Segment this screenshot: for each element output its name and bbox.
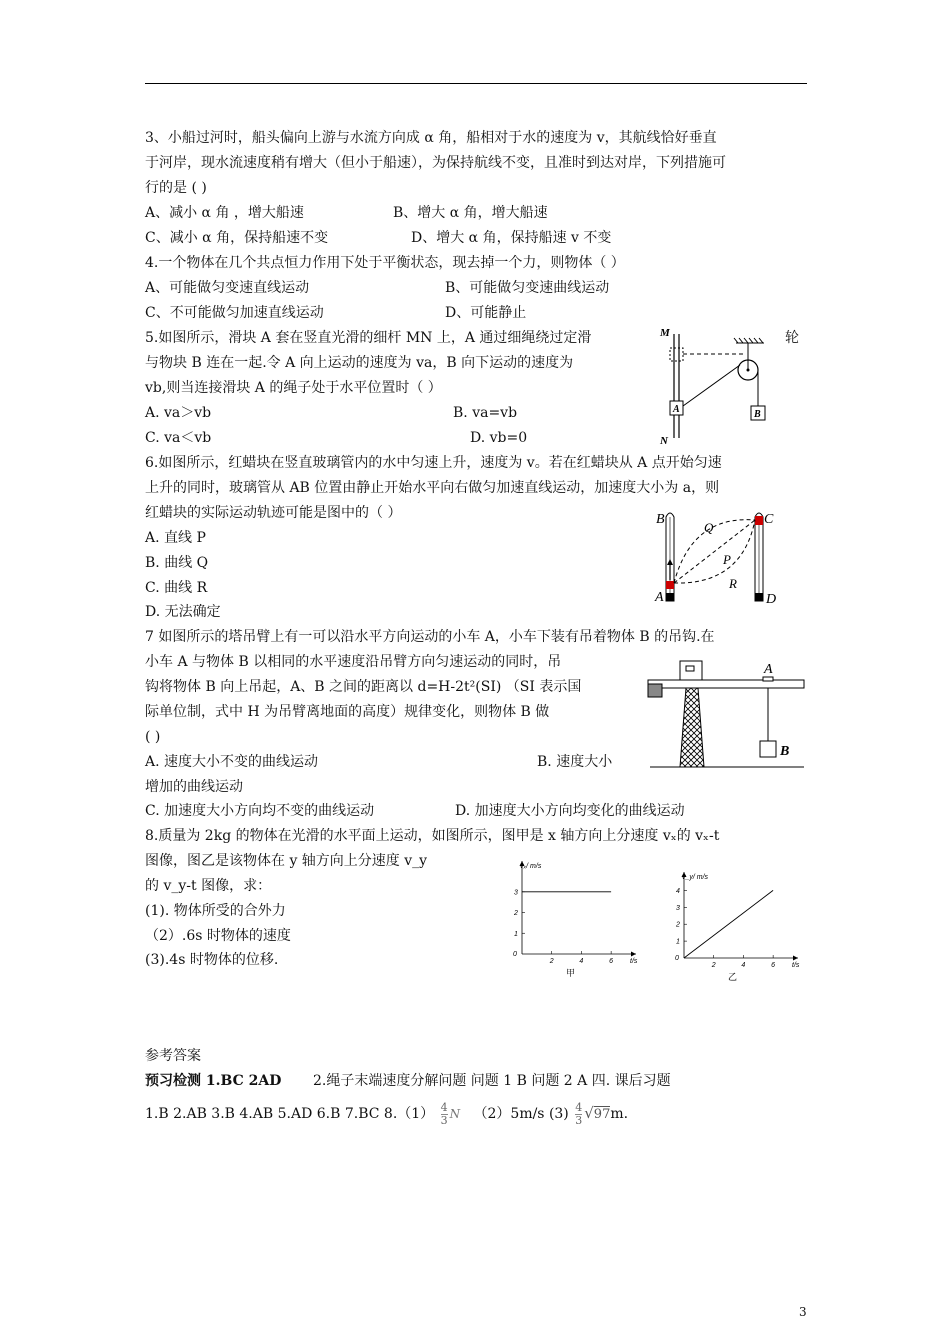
answers-line2-c: m. xyxy=(610,1106,629,1122)
x-tick-label: 6 xyxy=(609,958,614,965)
q6-option-b: B. 曲线 Q xyxy=(145,555,209,571)
crane-arm xyxy=(648,680,804,688)
x-axis-arrow xyxy=(631,952,636,957)
y-tick-label: 3 xyxy=(676,904,680,912)
x-axis-label: t/s xyxy=(792,962,800,969)
y-axis-label: vₓ/ m/s xyxy=(520,863,542,870)
load-label: B xyxy=(780,744,790,759)
x-axis-arrow xyxy=(793,956,798,961)
origin-label: 0 xyxy=(675,955,679,962)
q5-line1: 5.如图所示，滑块 A 套在竖直光滑的细杆 MN 上，A 通过细绳绕过定滑 xyxy=(145,330,592,346)
fraction-displacement xyxy=(575,1102,582,1127)
q5-option-a: A. va＞vb xyxy=(145,405,212,421)
fraction-force-den: 3 xyxy=(440,1113,448,1127)
q8-sub1: (1). 物体所受的合外力 xyxy=(145,903,286,919)
q5-line1-tail: 轮 xyxy=(785,330,799,346)
q4-option-d: D、可能静止 xyxy=(445,305,527,321)
x-tick-label: 2 xyxy=(711,962,716,969)
y-tick-label: 1 xyxy=(514,930,518,938)
q5-option-d: D. vb=0 xyxy=(470,430,528,446)
sqrt-radicand: 97 xyxy=(593,1107,611,1122)
header-rule xyxy=(145,83,807,84)
answers-line2 xyxy=(145,1101,628,1127)
fraction-displacement-num: 4 xyxy=(575,1100,583,1114)
block-a-label: A xyxy=(673,404,680,415)
q8-sub3: (3).4s 时物体的位移. xyxy=(145,952,279,968)
block-a-upper-dashed xyxy=(670,348,683,361)
label-n: N xyxy=(660,435,668,447)
q7-line4: 际单位制，式中 H 为吊臂离地面的高度）规律变化，则物体 B 做 xyxy=(145,704,550,720)
trolley-a xyxy=(763,677,773,681)
x-axis-label: t/s xyxy=(630,958,638,965)
q3-line3: 行的是 ( ) xyxy=(145,180,207,196)
q8-line2: 图像，图乙是该物体在 y 轴方向上分速度 v_y xyxy=(145,853,428,869)
q6-line2: 上升的同时，玻璃管从 AB 位置由静止开始水平向右做匀加速直线运动，加速度大小为 a，则 xyxy=(145,480,720,496)
wax-block-start xyxy=(666,581,674,589)
q7-option-b-end: 增加的曲线运动 xyxy=(145,779,243,795)
answers-line1-rest: 2.绳子末端速度分解问题 问题 1 B 问题 2 A 四. 课后习题 xyxy=(313,1073,671,1089)
q6-line3: 红蜡块的实际运动轨迹可能是图中的（ ） xyxy=(145,505,402,521)
x-tick-label: 6 xyxy=(771,962,776,969)
q7-option-d: D. 加速度大小方向均变化的曲线运动 xyxy=(455,803,685,819)
trolley-label: A xyxy=(764,662,773,677)
page-number: 3 xyxy=(799,1305,807,1319)
label-c: C xyxy=(764,512,774,527)
q5-option-c: C. va＜vb xyxy=(145,430,212,446)
pulley-axle xyxy=(747,369,750,372)
load-b xyxy=(760,741,776,757)
x-tick-label: 4 xyxy=(579,958,584,965)
chart-vy-t xyxy=(660,866,810,984)
q4-option-a: A、可能做匀变速直线运动 xyxy=(145,280,310,296)
wax-block-end xyxy=(755,516,763,525)
velocity-arrowhead xyxy=(667,559,673,565)
label-r: R xyxy=(729,576,737,591)
block-b-label: B xyxy=(754,409,761,420)
q7-option-a: A. 速度大小不变的曲线运动 xyxy=(145,754,319,770)
chart-title: 甲 xyxy=(566,969,576,979)
q4-option-c: C、不可能做匀加速直线运动 xyxy=(145,305,324,321)
q5-line3: vb,则当连接滑块 A 的绳子处于水平位置时（ ） xyxy=(145,380,442,396)
q6-line1: 6.如图所示，红蜡块在竖直玻璃管内的水中匀速上升，速度为 v。若在红蜡块从 A 点开始匀速 xyxy=(145,455,722,471)
fraction-displacement-den: 3 xyxy=(575,1113,583,1127)
chart-vx-t xyxy=(498,855,648,980)
label-b: B xyxy=(656,512,665,527)
q8-line3: 的 v_y-t 图像，求： xyxy=(145,878,272,894)
q6-option-a: A. 直线 P xyxy=(145,530,206,546)
q7-line3: 钩将物体 B 向上吊起，A、B 之间的距离以 d=H-2t²(SI) （SI 表示国 xyxy=(145,679,582,695)
q3-option-a: A、减小 α 角 ，增大船速 xyxy=(145,205,304,221)
counterweight xyxy=(648,684,662,697)
ceiling-hatch xyxy=(734,338,763,343)
answers-preview-check: 预习检测 1.BC 2AD xyxy=(145,1073,282,1089)
answers-line2-b: （2）5m/s (3) xyxy=(473,1106,569,1122)
label-q: Q xyxy=(704,520,714,535)
q6-tube-figure xyxy=(652,505,787,607)
q7-line2: 小车 A 与物体 B 以相同的水平速度沿吊臂方向匀速运动的同时，吊 xyxy=(145,654,562,670)
q3-option-b: B、增大 α 角，增大船速 xyxy=(393,205,548,221)
q3-option-c: C、减小 α 角，保持船速不变 xyxy=(145,230,329,246)
origin-label: 0 xyxy=(513,951,517,958)
label-d: D xyxy=(766,592,777,607)
series-line-vy xyxy=(684,890,773,958)
y-tick-label: 1 xyxy=(676,938,680,946)
fraction-force xyxy=(441,1102,448,1127)
y-tick-label: 4 xyxy=(676,887,680,895)
tube-right-base xyxy=(755,593,763,601)
q3-line2: 于河岸，现水流速度稍有增大（但小于船速），为保持航线不变，且准时到达对岸，下列措施可 xyxy=(145,155,726,171)
x-tick-label: 2 xyxy=(549,958,554,965)
y-tick-label: 2 xyxy=(514,910,518,917)
y-axis-label: v_y/ m/s xyxy=(682,874,709,881)
q4-option-b: B、可能做匀变速曲线运动 xyxy=(445,280,610,296)
fraction-force-num: 4 xyxy=(440,1100,448,1114)
q3-option-d: D、增大 α 角，保持船速 v 不变 xyxy=(411,230,612,246)
q7-line5: ( ) xyxy=(145,729,161,745)
label-a: A xyxy=(655,590,664,605)
q6-option-c: C. 曲线 R xyxy=(145,580,208,596)
q4-line1: 4.一个物体在几个共点恒力作用下处于平衡状态，现去掉一个力，则物体（ ） xyxy=(145,255,625,271)
q8-sub2: （2）.6s 时物体的速度 xyxy=(145,928,291,944)
q7-crane-figure xyxy=(646,655,806,770)
label-m: M xyxy=(660,327,670,339)
q5-option-b: B. va=vb xyxy=(453,405,518,421)
q8-line1: 8.质量为 2kg 的物体在光滑的水平面上运动，如图所示，图甲是 x 轴方向上分速度 vₓ的 vₓ-t xyxy=(145,828,720,844)
label-p: P xyxy=(723,552,731,567)
fraction-force-unit: N xyxy=(449,1107,461,1121)
tower xyxy=(680,688,704,767)
y-tick-label: 3 xyxy=(514,889,518,897)
q7-option-b-start: B. 速度大小 xyxy=(537,754,613,770)
answers-line2-a: 1.B 2.AB 3.B 4.AB 5.AD 6.B 7.BC 8.（1） xyxy=(145,1106,435,1122)
y-tick-label: 2 xyxy=(676,921,680,929)
answers-title: 参考答案 xyxy=(145,1048,201,1064)
q6-option-d: D. 无法确定 xyxy=(145,604,221,620)
x-tick-label: 4 xyxy=(741,962,746,969)
tube-left-base xyxy=(666,593,674,601)
sqrt-symbol-icon: √ xyxy=(584,1104,594,1122)
q3-line1: 3、小船过河时，船头偏向上游与水流方向成 α 角，船相对于水的速度为 v，其航线恰好垂直 xyxy=(145,130,717,146)
q5-pulley-figure xyxy=(652,322,780,448)
q7-line1: 7 如图所示的塔吊臂上有一可以沿水平方向运动的小车 A，小车下装有吊着物体 B 的吊钩.在 xyxy=(145,629,715,645)
chart-title: 乙 xyxy=(728,973,738,983)
rope-to-a xyxy=(683,365,740,406)
q7-option-c: C. 加速度大小方向均不变的曲线运动 xyxy=(145,803,375,819)
q5-line2: 与物块 B 连在一起.令 A 向上运动的速度为 va，B 向下运动的速度为 xyxy=(145,355,574,371)
